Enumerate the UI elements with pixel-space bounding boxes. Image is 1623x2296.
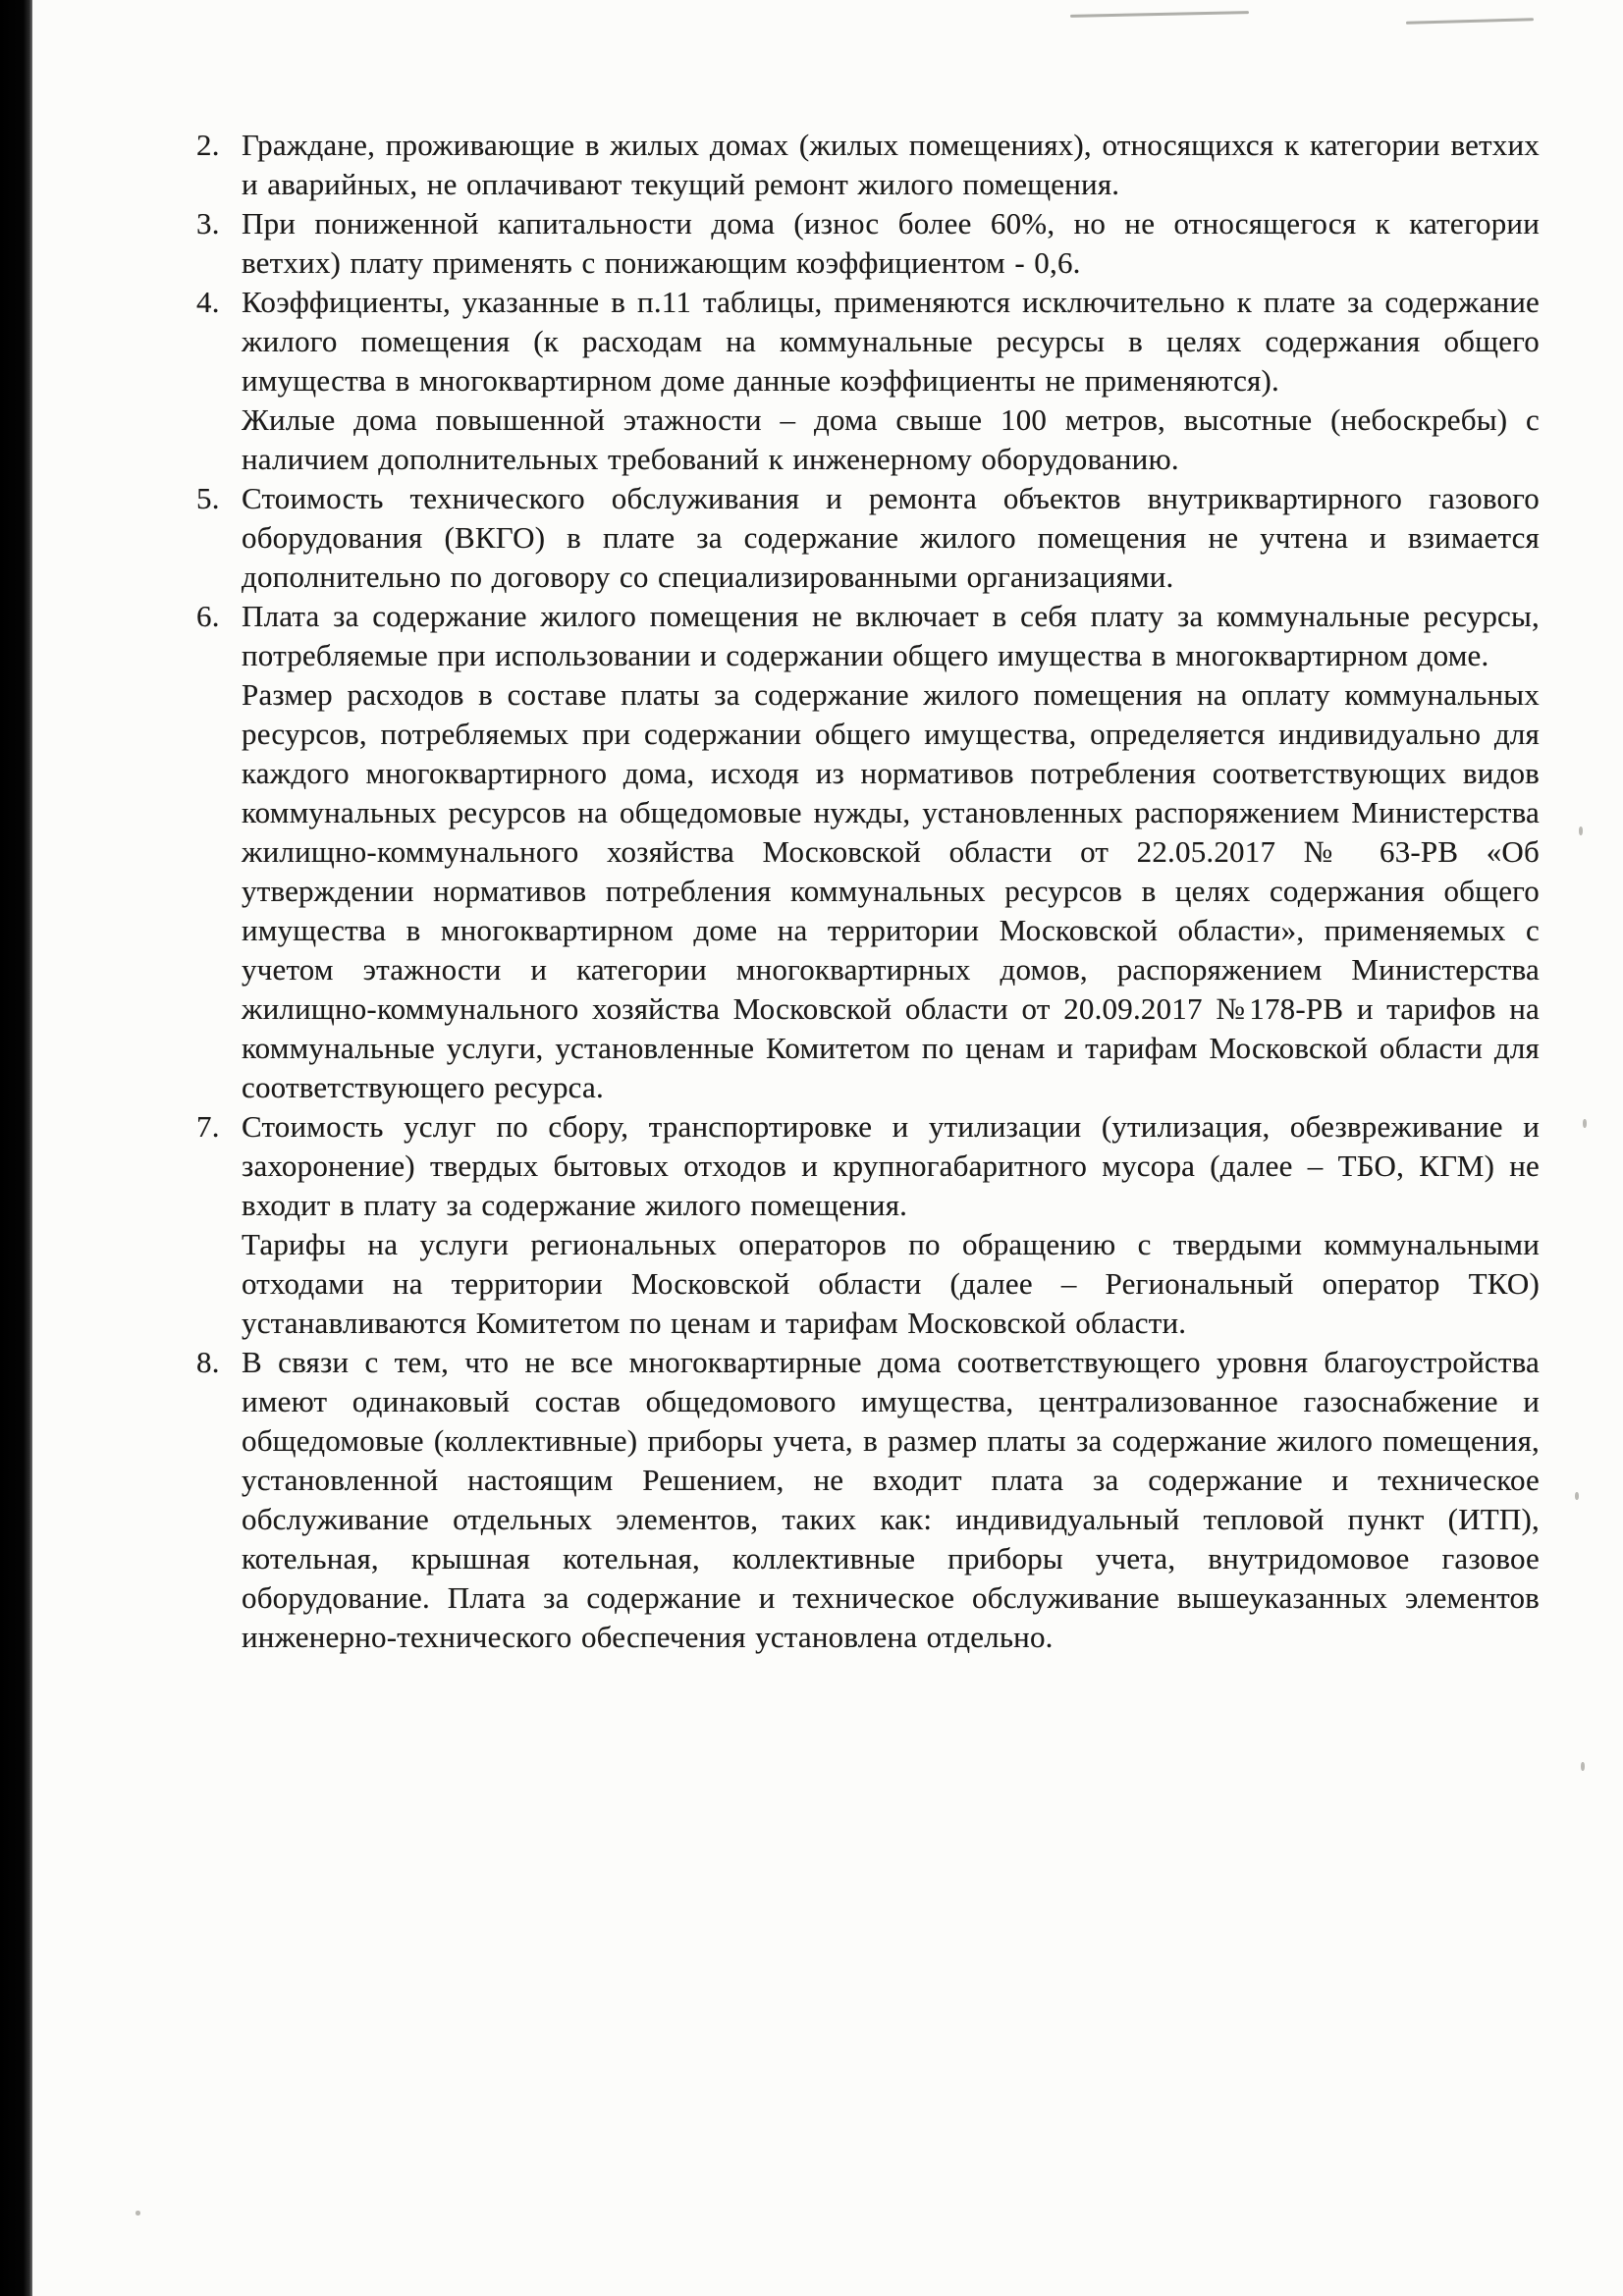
list-item-paragraphs <box>242 597 1540 1107</box>
list-item <box>196 126 1540 204</box>
numbered-list <box>196 126 1540 1657</box>
list-item-number: 5. <box>196 481 220 515</box>
scan-streak-artifact <box>1406 18 1534 25</box>
paragraph: Жилые дома повышенной этажности – дома свыше 100 метров, высотные (небоскребы) с наличием дополнительных требований к инженерному оборудованию. <box>242 402 1540 476</box>
list-item-paragraphs <box>242 1343 1540 1657</box>
paragraph: Граждане, проживающие в жилых домах (жилых помещениях), относящихся к категории ветхих и аварийных, не оплачивают текущий ремонт жилого помещения. <box>242 128 1540 201</box>
list-item <box>196 1107 1540 1343</box>
scan-speck-artifact <box>1575 1492 1579 1500</box>
scan-speck-artifact <box>1583 1119 1587 1128</box>
paragraph: В связи с тем, что не все многоквартирные дома соответствующего уровня благоустройства имеют одинаковый состав общедомового имущества, централизованное газоснабжение и общедомовые (коллективные) приборы учета, в размер платы за содержание жилого помещения, установленной настоящим Решением, не входит плата за содержание и техническое обслуживание отдельных элементов, таких как: индивидуальный тепловой пункт (ИТП), котельная, крышная котельная, коллективные приборы учета, внутридомовое газовое оборудование. Плата за содержание и техническое обслуживание вышеуказанных элементов инженерно-технического обеспечения установлена отдельно. <box>242 1345 1540 1654</box>
list-item-number: 6. <box>196 599 220 633</box>
paragraph: Тарифы на услуги региональных операторов по обращению с твердыми коммунальными отходами на территории Московской области (далее – Региональный оператор ТКО) устанавливаются Комитетом по ценам и тарифам Московской области. <box>242 1227 1540 1340</box>
list-item-number: 2. <box>196 128 220 162</box>
paragraph: При пониженной капитальности дома (износ более 60%, но не относящегося к категории ветхих) плату применять с понижающим коэффициентом - 0,6. <box>242 206 1540 280</box>
list-item-paragraphs <box>242 1107 1540 1343</box>
scan-speck-artifact <box>1579 827 1583 835</box>
list-item <box>196 479 1540 597</box>
scan-streak-artifact <box>1070 11 1249 18</box>
list-item-number: 4. <box>196 285 220 319</box>
list-item-number: 3. <box>196 206 220 240</box>
list-item-paragraphs <box>242 283 1540 479</box>
list-item-paragraphs <box>242 479 1540 597</box>
paragraph: Плата за содержание жилого помещения не включает в себя плату за коммунальные ресурсы, потребляемые при использовании и содержании общего имущества в многоквартирном доме. <box>242 599 1540 672</box>
list-item-paragraphs <box>242 126 1540 204</box>
list-item-number: 8. <box>196 1345 220 1379</box>
paragraph: Коэффициенты, указанные в п.11 таблицы, применяются исключительно к плате за содержание жилого помещения (к расходам на коммунальные ресурсы в целях содержания общего имущества в многоквартирном доме данные коэффициенты не применяются). <box>242 285 1540 398</box>
paragraph: Стоимость услуг по сбору, транспортировке и утилизации (утилизация, обезвреживание и захоронение) твердых бытовых отходов и крупногабаритного мусора (далее – ТБО, КГМ) не входит в плату за содержание жилого помещения. <box>242 1109 1540 1222</box>
paragraph: Стоимость технического обслуживания и ремонта объектов внутриквартирного газового оборудования (ВКГО) в плате за содержание жилого помещения не учтена и взимается дополнительно по договору со специализированными организациями. <box>242 481 1540 594</box>
list-item <box>196 283 1540 479</box>
list-item-paragraphs <box>242 204 1540 283</box>
scan-speck-artifact <box>1581 1762 1585 1771</box>
list-item <box>196 1343 1540 1657</box>
list-item-number: 7. <box>196 1109 220 1144</box>
scan-speck-artifact <box>135 2211 140 2216</box>
scan-edge-artifact <box>0 0 32 2296</box>
list-item <box>196 597 1540 1107</box>
list-item <box>196 204 1540 283</box>
paragraph: Размер расходов в составе платы за содержание жилого помещения на оплату коммунальных ресурсов, потребляемых при содержании общего имущества, определяется индивидуально для каждого многоквартирного дома, исходя из нормативов потребления соответствующих видов коммунальных ресурсов на общедомовые нужды, установленных распоряжением Министерства жилищно-коммунального хозяйства Московской области от 22.05.2017 № 63-РВ «Об утверждении нормативов потребления коммунальных ресурсов в целях содержания общего имущества в многоквартирном доме на территории Московской области», применяемых с учетом этажности и категории многоквартирных домов, распоряжением Министерства жилищно-коммунального хозяйства Московской области от 20.09.2017 №178-РВ и тарифов на коммунальные услуги, установленные Комитетом по ценам и тарифам Московской области для соответствующего ресурса. <box>242 677 1540 1104</box>
